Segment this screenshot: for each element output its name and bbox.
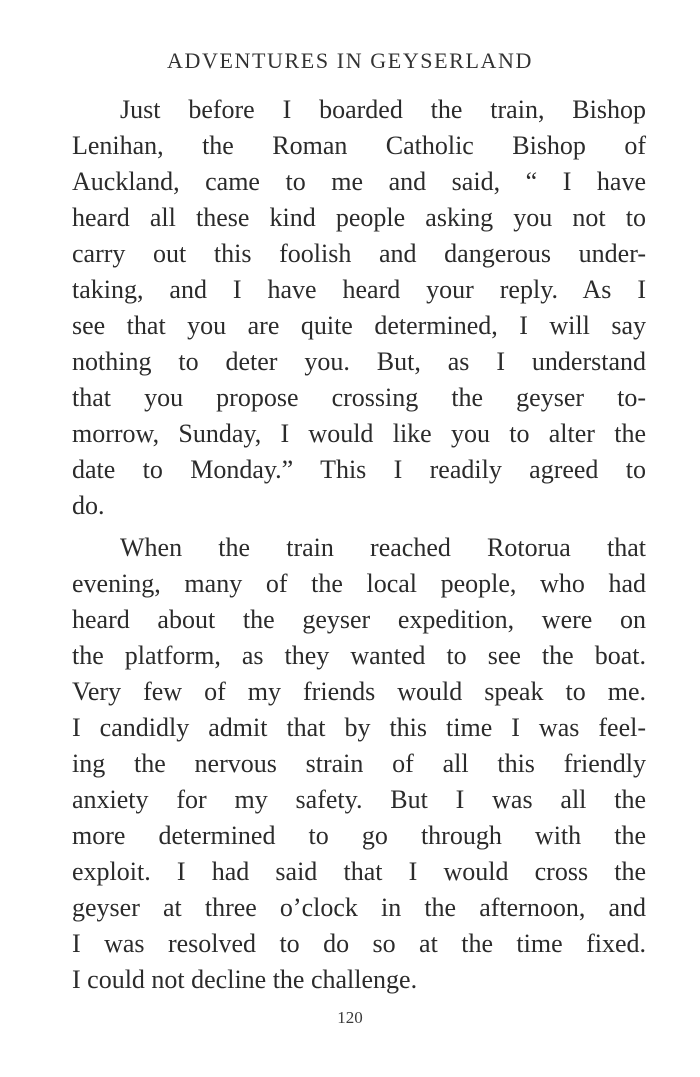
text-line: that you propose crossing the geyser to- (72, 383, 646, 412)
text-line: do. (72, 491, 105, 520)
text-line: Auckland, came to me and said, “ I have (72, 167, 646, 196)
text-line: I candidly admit that by this time I was feel- (72, 713, 646, 742)
text-line: exploit. I had said that I would cross the (72, 857, 646, 886)
text-line: date to Monday.” This I readily agreed to (72, 455, 646, 484)
text-line: see that you are quite determined, I will say (72, 311, 646, 340)
text-line: I was resolved to do so at the time fixed. (72, 929, 646, 958)
text-line: I could not decline the challenge. (72, 965, 418, 994)
running-head: ADVENTURES IN GEYSERLAND (167, 48, 533, 73)
text-line: carry out this foolish and dangerous under- (72, 239, 646, 268)
text-line: evening, many of the local people, who had (72, 569, 646, 598)
text-line: geyser at three o’clock in the afternoon, and (72, 893, 646, 922)
text-line: morrow, Sunday, I would like you to alter the (72, 419, 646, 448)
text-line: anxiety for my safety. But I was all the (72, 785, 646, 814)
text-line: taking, and I have heard your reply. As I (72, 275, 646, 304)
text-line: ing the nervous strain of all this friendly (72, 749, 646, 778)
text-line: heard about the geyser expedition, were on (72, 605, 646, 634)
text-line: heard all these kind people asking you not to (72, 203, 646, 232)
page-number: 120 (337, 1008, 363, 1027)
text-line: Very few of my friends would speak to me. (72, 677, 646, 706)
text-line: Just before I boarded the train, Bishop (120, 95, 646, 124)
text-line: nothing to deter you. But, as I understand (72, 347, 646, 376)
text-line: the platform, as they wanted to see the boat. (72, 641, 646, 670)
text-line: When the train reached Rotorua that (120, 533, 646, 562)
text-line: Lenihan, the Roman Catholic Bishop of (72, 131, 646, 160)
text-line: more determined to go through with the (72, 821, 646, 850)
